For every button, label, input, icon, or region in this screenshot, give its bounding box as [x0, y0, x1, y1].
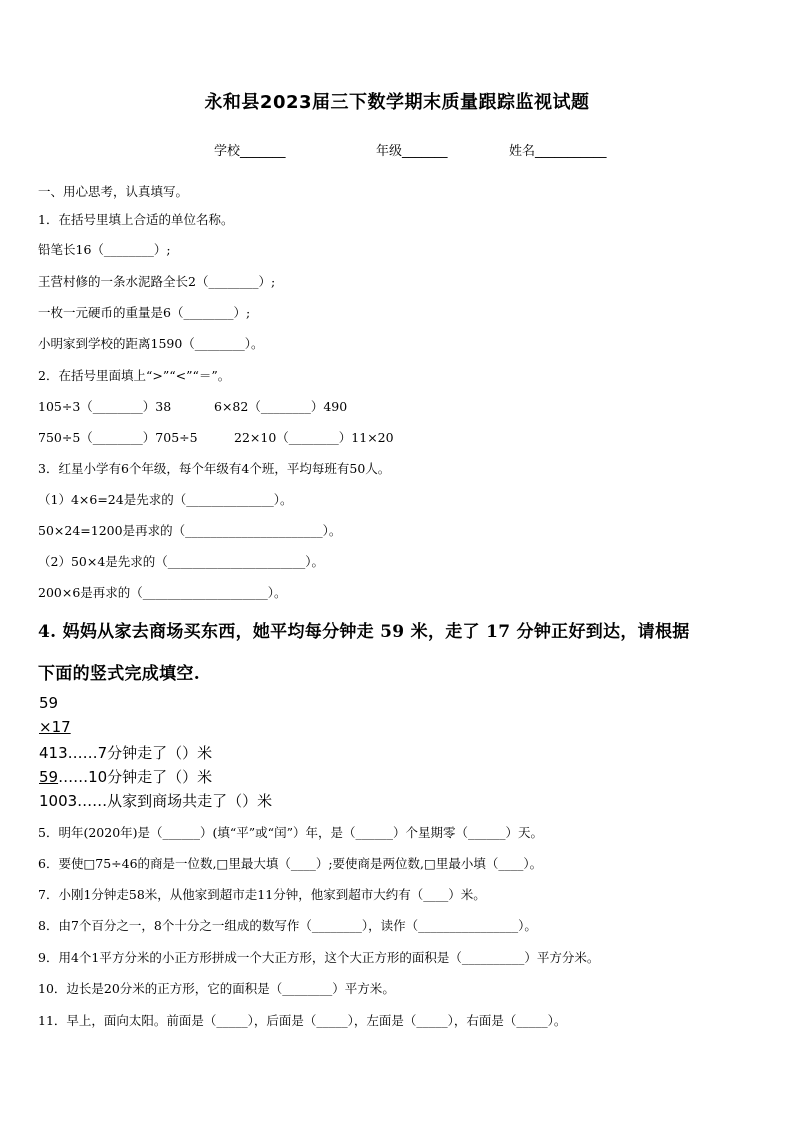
q1-item: 王营村修的一条水泥路全长2（________）; — [38, 274, 276, 289]
page-title: 永和县2023届三下数学期末质量跟踪监视试题 — [204, 92, 590, 113]
q7: 7．小刚1分钟走58米，从他家到超市走11分钟，他家到超市大约有（____）米。 — [38, 887, 486, 902]
q11: 11．早上，面向太阳。前面是（_____），后面是（_____），左面是（_____），右面是（_____）。 — [38, 1013, 567, 1028]
q2-item: 22×10（________）11×20 — [234, 430, 394, 445]
q6: 6．要使□75÷46的商是一位数,□里最大填（____）;要使商是两位数,□里最小填（____）。 — [38, 856, 543, 871]
q4-stem-line1: 4. 妈妈从家去商场买东西，她平均每分钟走 59 米，走了 17 分钟正好到达，请根据 — [38, 622, 690, 642]
calc-row: ×17 — [39, 718, 71, 736]
q2-item: 750÷5（________）705÷5 — [38, 430, 198, 445]
name-field: 姓名___________ — [509, 144, 607, 159]
q5: 5．明年(2020年)是（______）(填“平”或“闰”）年，是（______）个星期零（______）天。 — [38, 825, 543, 840]
q4-stem-line2: 下面的竖式完成填空. — [38, 664, 200, 684]
q2-stem: 2．在括号里面填上“>”“<”“＝”。 — [38, 368, 231, 383]
q2-item: 105÷3（________）38 — [38, 399, 172, 414]
q1-item: 一枚一元硬币的重量是6（________）; — [38, 305, 251, 320]
q3-item: 200×6是再求的（____________________）。 — [38, 585, 287, 600]
school-field: 学校_______ — [214, 144, 286, 159]
q2-item: 6×82（________）490 — [214, 399, 348, 414]
q3-item: （2）50×4是先求的（______________________）。 — [38, 554, 325, 569]
q10: 10．边长是20分米的正方形，它的面积是（________）平方米。 — [38, 981, 395, 996]
q9: 9．用4个1平方分米的小正方形拼成一个大正方形，这个大正方形的面积是（__________）平方分米。 — [38, 950, 600, 965]
calc-row-text: ……10分钟走了（）米 — [58, 768, 213, 786]
q3-stem: 3．红星小学有6个年级，每个年级有4个班，平均每班有50人。 — [38, 461, 391, 476]
q8: 8．由7个百分之一，8个十分之一组成的数写作（________），读作（________________）。 — [38, 918, 537, 933]
q1-stem: 1．在括号里填上合适的单位名称。 — [38, 212, 234, 227]
q1-item: 小明家到学校的距离1590（________）。 — [38, 336, 264, 351]
section-heading: 一、用心思考，认真填写。 — [38, 184, 189, 199]
q3-item: 50×24=1200是再求的（______________________）。 — [38, 523, 342, 538]
q1-item: 铅笔长16（________）; — [38, 242, 171, 257]
calc-row: 59 — [39, 694, 59, 712]
calc-row: 413……7分钟走了（）米 — [39, 744, 213, 762]
q3-item: （1）4×6=24是先求的（______________）。 — [38, 492, 293, 507]
calc-row: 1003……从家到商场共走了（）米 — [39, 792, 273, 810]
calc-row — [39, 766, 212, 787]
grade-field: 年级_______ — [376, 144, 448, 159]
calc-partial-product: 59 — [39, 768, 59, 786]
